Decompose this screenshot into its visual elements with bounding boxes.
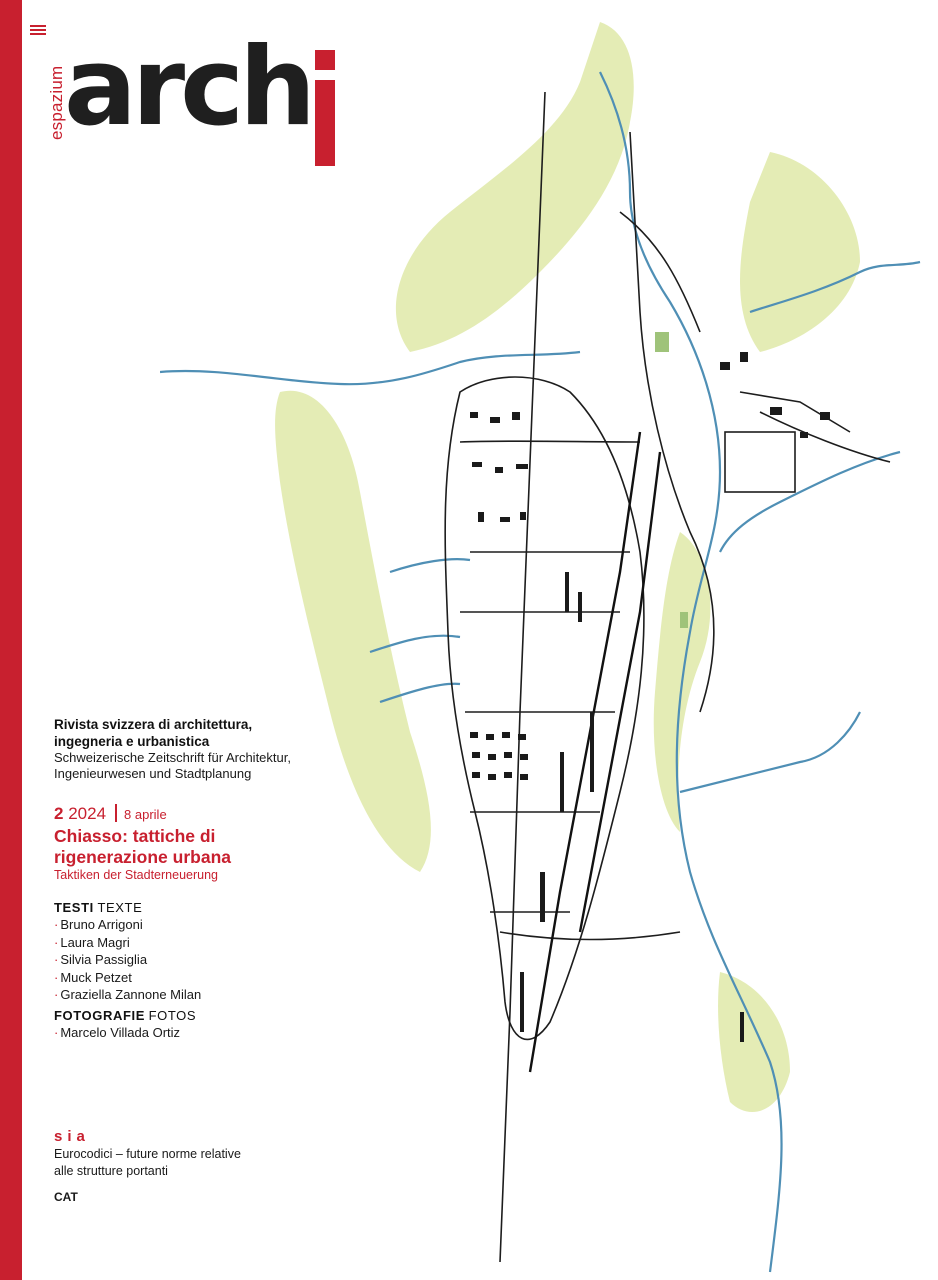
author-name: Bruno Arrigoni [60,917,143,932]
chiasso-map-illustration [160,12,930,1280]
sia-topic-line-2: alle strutture portanti [54,1163,168,1178]
issue-line [54,804,354,825]
menu-bars-icon [30,25,46,37]
cat-label: CAT [54,1190,78,1204]
railway-lines [530,432,660,1072]
sia-topic-line-1: Eurocodici – future norme relative [54,1147,241,1161]
tagline-italian-line-1: Rivista svizzera di architettura, [54,717,253,732]
issue-date: 8 aprile [124,807,167,822]
espazium-vertical-brand [27,22,66,142]
author-name: Muck Petzet [60,969,132,985]
author-item: · Silvia Passiglia [54,952,148,968]
texts-heading [54,899,354,916]
archi-logo: arch [64,28,337,148]
tagline-italian-line-2: ingegneria e urbanistica [54,734,210,749]
hill-areas [275,22,860,1112]
author-name: Graziella Zannone Milan [60,987,202,1003]
issue-year: 2024 [68,804,107,823]
issue-theme-german: Taktiken der Stadterneuerung [54,868,218,882]
author-item: · Bruno Arrigoni [54,917,143,932]
photos-label-de: FOTOS [148,1007,197,1023]
issue-separator [115,804,117,822]
photographer-item: · Marcelo Villada Ortiz [54,1024,181,1040]
texts-label-de: TEXTE [97,900,143,915]
publisher-name: espazium [47,65,66,140]
author-item: · Graziella Zannone Milan [54,987,202,1003]
author-item: · Laura Magri [54,934,130,950]
author-name: Silvia Passiglia [60,952,148,968]
issue-theme-line-1: Chiasso: tattiche di [54,826,216,846]
tagline-german-line-2: Ingenieurwesen und Stadtplanung [54,766,252,781]
cover-info-block [54,716,354,1042]
texts-label-it: TESTI [54,900,94,915]
photographer-name: Marcelo Villada Ortiz [60,1024,181,1040]
red-spine-bar [0,0,22,1280]
tagline-german-line-1: Schweizerische Zeitschrift für Architektur, [54,750,291,765]
author-name: Laura Magri [60,934,130,950]
sia-logo: sia [54,1128,90,1145]
author-item: · Muck Petzet [54,969,132,985]
photos-label-it: FOTOGRAFIE [54,1007,145,1023]
issue-number: 2 [54,804,64,823]
photos-heading [54,1007,354,1024]
issue-theme-line-2: rigenerazione urbana [54,847,231,867]
sia-section [54,1128,354,1204]
